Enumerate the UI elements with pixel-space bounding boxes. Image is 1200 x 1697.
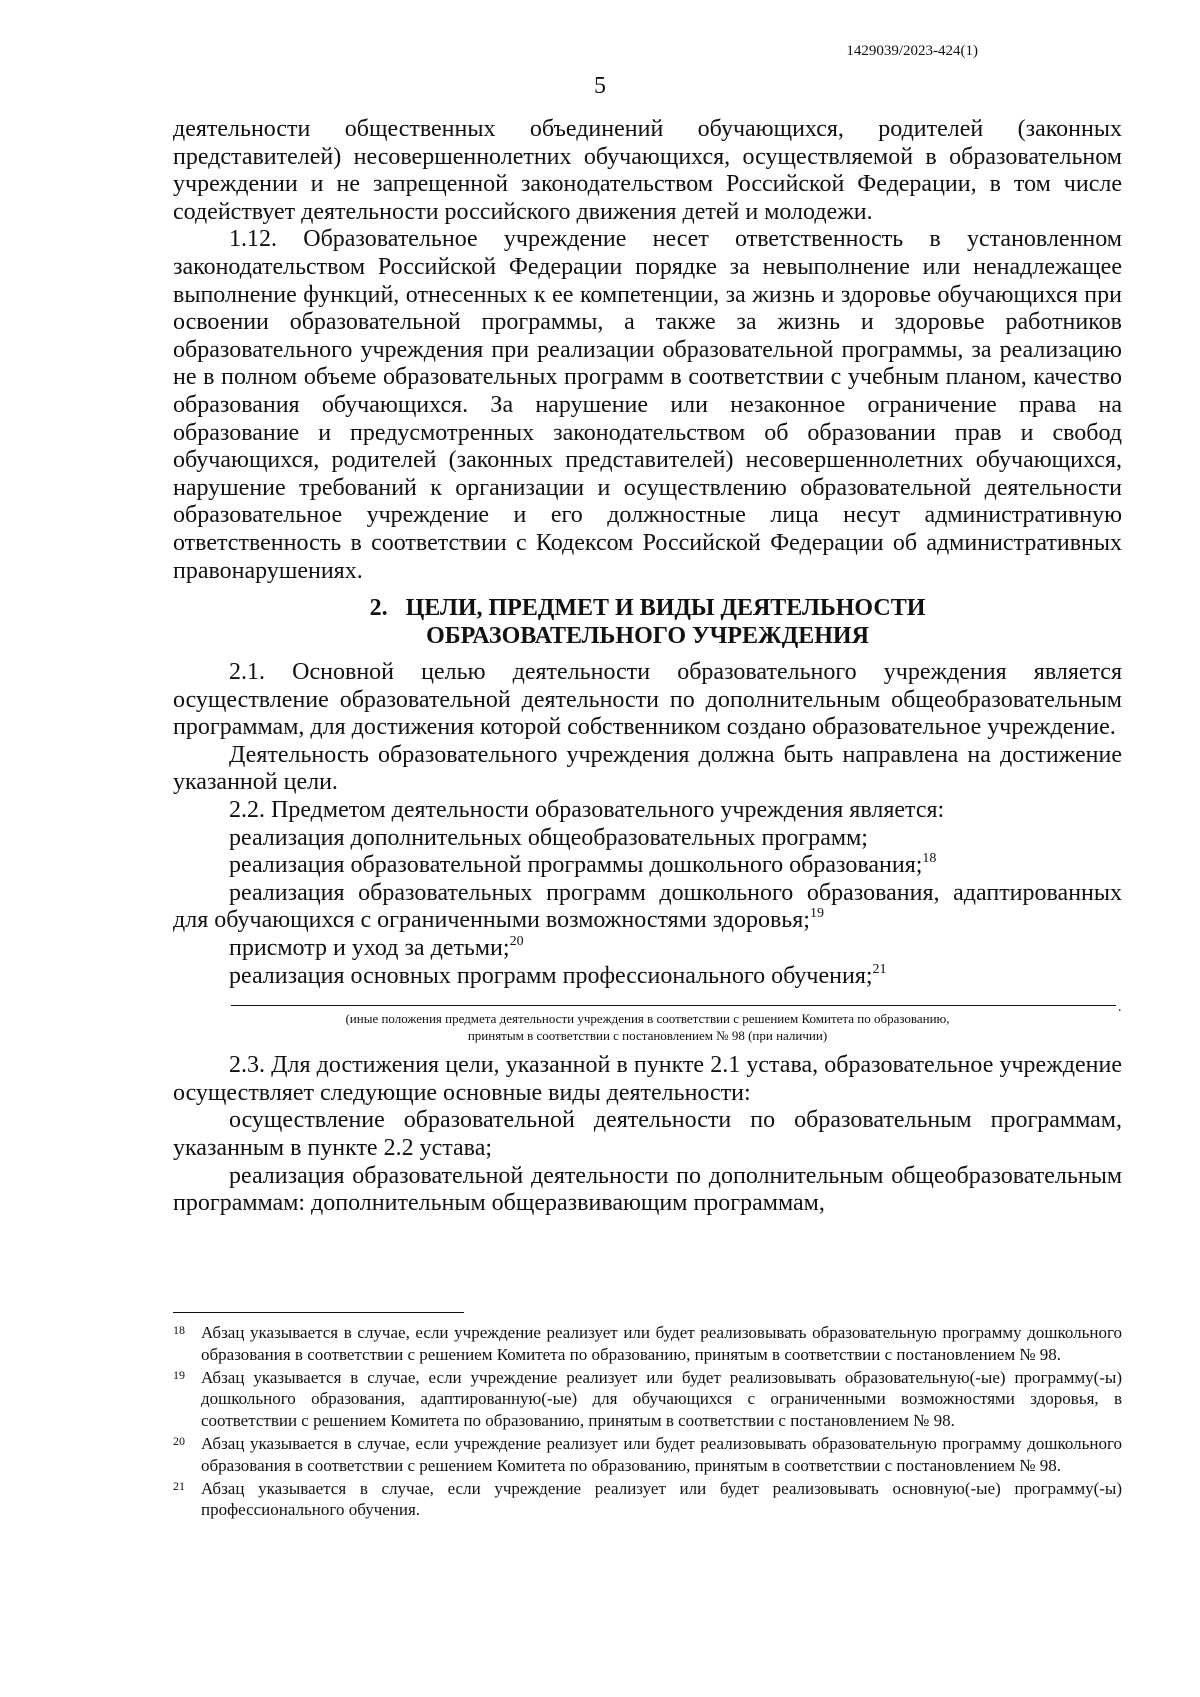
document-body (173, 116, 1122, 1218)
footnote-ref: 20 (509, 934, 524, 950)
list-item-text: реализация образовательной программы дошкольного образования; (229, 852, 923, 879)
blank-caption-line-2: принятым в соответствии с постановлением № 98 (при наличии) (467, 1028, 828, 1044)
footnote-21 (173, 1478, 1122, 1522)
footnote-ref: 19 (809, 906, 824, 922)
list-item-preschool-program (173, 852, 1122, 880)
footnote-number: 19 (173, 1367, 185, 1382)
list-item-adapted-programs (173, 880, 1122, 935)
section-number: 2. (369, 595, 388, 622)
paragraph-continuation: деятельности общественных объединений обучающихся, родителей (законных представителей) несовершеннолетних обучающихся, осуществляемой в образовательном учреждении и не запрещенной законодательством Российской Федерации, в том числе содействует деятельности российского движения детей и молодежи. (173, 116, 1122, 225)
list-item-educational-activity: осуществление образовательной деятельности по образовательным программам, указанным в пункте 2.2 устава; (173, 1107, 1122, 1161)
footnote-number: 20 (173, 1433, 185, 1448)
footnote-ref: 18 (922, 851, 937, 867)
list-item-additional-programs: реализация дополнительных общеобразовательных программ; (229, 824, 868, 851)
section-title-line-2: ОБРАЗОВАТЕЛЬНОГО УЧРЕЖДЕНИЯ (426, 623, 869, 650)
footnote-text: Абзац указывается в случае, если учреждение реализует или будет реализовывать образовательную программу дошкольного образования в соответствии с решением Комитета по образованию, принятым в соответствии с постановлением № 98. (201, 1433, 1122, 1475)
footnote-text: Абзац указывается в случае, если учреждение реализует или будет реализовывать образовательную программу дошкольного образования в соответствии с решением Комитета по образованию, принятым в соответствии с постановлением № 98. (201, 1323, 1122, 1364)
footnote-text: Абзац указывается в случае, если учреждение реализует или будет реализовывать основную(-ые) программу(-ы) профессионального обучения. (201, 1478, 1122, 1520)
page-number: 5 (594, 73, 606, 99)
list-item-additional-general-programs: реализация образовательной деятельности по дополнительным общеобразовательным программам: дополнительным общеразвивающим программам, (173, 1162, 1122, 1217)
list-item-text: реализация основных программ профессионального обучения; (229, 962, 873, 989)
footnotes (173, 1322, 1122, 1522)
footnote-ref: 21 (872, 961, 887, 977)
list-item-text: реализация образовательных программ дошкольного образования, адаптированных для обучающихся с ограниченными возможностями здоровья; (173, 879, 1122, 934)
blank-line-caption (173, 1010, 1122, 1044)
list-item-vocational-training (173, 963, 1122, 991)
paragraph-2-3: 2.3. Для достижения цели, указанной в пункте 2.1 устава, образовательное учреждение осуществляет следующие основные виды деятельности: (173, 1052, 1122, 1106)
list-item-childcare (173, 935, 1122, 963)
footnote-number: 21 (173, 1478, 185, 1493)
list-item-text: присмотр и уход за детьми; (229, 935, 510, 962)
footnote-number: 18 (173, 1323, 185, 1337)
footnote-20 (173, 1433, 1122, 1477)
paragraph-2-1: 2.1. Основной целью деятельности образовательного учреждения является осуществление образовательной деятельности по дополнительным общеобразовательным программам, для достижения которой собственником создано образовательное учреждение. (173, 659, 1122, 741)
paragraph-activity-goal: Деятельность образовательного учреждения должна быть направлена на достижение указанной цели. (173, 741, 1122, 796)
footnote-19 (173, 1367, 1122, 1432)
fill-in-blank-line (231, 997, 1122, 1016)
document-id: 1429039/2023-424(1) (846, 43, 978, 59)
paragraph-1-12: 1.12. Образовательное учреждение несет ответственность в установленном законодательством Российской Федерации порядке за невыполнение или ненадлежащее выполнение функций, отнесенных к ее компетенции, за жизнь и здоровье обучающихся при освоении образовательной программы, а также за жизнь и здоровье работников образовательного учреждения при реализации образовательной программы, за реализацию не в полном объеме образовательных программ в соответствии с учебным планом, качество образования обучающихся. За нарушение или незаконное ограничение права на образование и предусмотренных законодательством об образовании прав и свобод обучающихся, родителей (законных представителей) несовершеннолетних обучающихся, нарушение требований к организации и осуществлению образовательной деятельности образовательное учреждение и его должностные лица несут административную ответственность в соответствии с Кодексом Российской Федерации об административных правонарушениях. (173, 226, 1122, 584)
blank-trailing-mark: . (1118, 1000, 1122, 1016)
footnote-18 (173, 1322, 1122, 1366)
paragraph-2-2: 2.2. Предметом деятельности образовательного учреждения является: (229, 797, 945, 824)
blank-caption-line-1: (иные положения предмета деятельности учреждения в соответствии с решением Комитета по образованию, (345, 1011, 950, 1027)
footnote-separator (173, 1312, 464, 1313)
section-heading (173, 594, 1122, 650)
footnote-text: Абзац указывается в случае, если учреждение реализует или будет реализовывать образовательную(-ые) программу(-ы) дошкольного образования, адаптированную(-ые) для обучающихся с ограниченными возможностями здоровья, в соответствии с решением Комитета по образованию, принятым в соответствии с постановлением № 98. (201, 1367, 1122, 1431)
section-title-line-1: ЦЕЛИ, ПРЕДМЕТ И ВИДЫ ДЕЯТЕЛЬНОСТИ (405, 595, 926, 622)
